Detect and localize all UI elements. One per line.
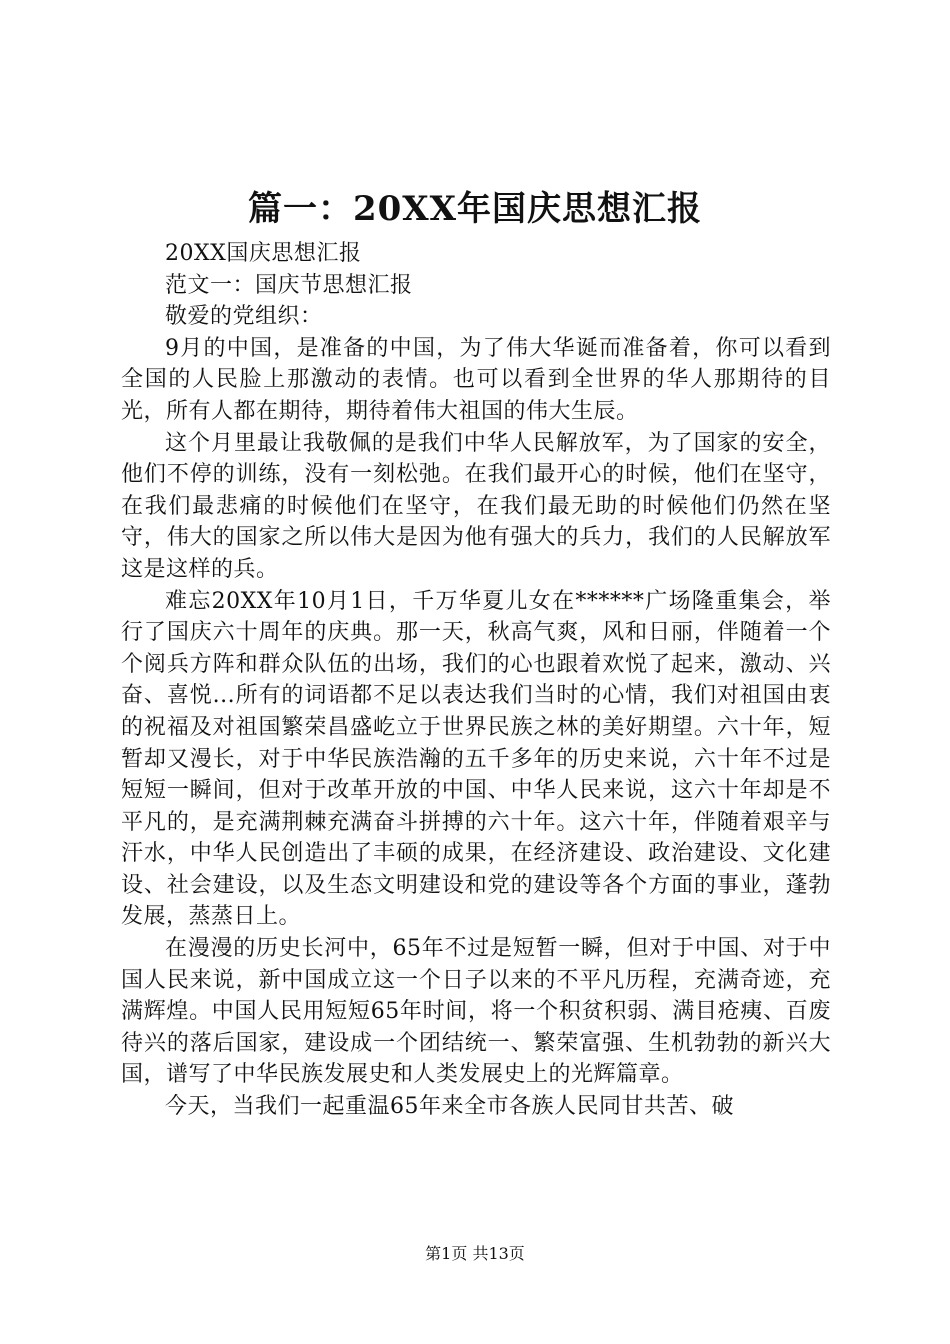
paragraph: 今天，当我们一起重温65年来全市各族人民同甘共苦、破	[165, 1094, 734, 1120]
paragraph-sample-heading: 范文一：国庆节思想汇报	[165, 272, 413, 298]
paragraph-subtitle: 20XX国庆思想汇报	[165, 241, 362, 266]
paragraph-salutation: 敬爱的党组织：	[165, 304, 323, 330]
paragraph: 在漫漫的历史长河中，65年不过是短暂一瞬，但对于中国、对于中国人民来说，新中国成立这一个日子以来的不平凡历程，充满奇迹，充满辉煌。中国人民用短短65年时间，将一个积贫积弱、满目疮痍、百废待兴的落后国家，建设成一个团结统一、繁荣富强、生机勃勃的新兴大国，谱写了中华民族发展史和人类发展史上的光辉篇章。	[121, 936, 831, 1088]
paragraph: 这个月里最让我敬佩的是我们中华人民解放军，为了国家的安全，他们不停的训练，没有一刻松弛。在我们最开心的时候，他们在坚守，在我们最悲痛的时候他们在坚守，在我们最无助的时候他们仍然在坚守，伟大的国家之所以伟大是因为他有强大的兵力，我们的人民解放军这是这样的兵。	[121, 430, 831, 582]
document-body	[121, 238, 831, 1123]
page-number-footer: 第1页 共13页	[425, 1244, 525, 1263]
document-title: 篇一：20XX年国庆思想汇报	[247, 189, 703, 229]
paragraph: 9月的中国，是准备的中国，为了伟大华诞而准备着，你可以看到全国的人民脸上那激动的表情。也可以看到全世界的华人那期待的目光，所有人都在期待，期待着伟大祖国的伟大生辰。	[121, 335, 831, 424]
paragraph: 难忘20XX年10月1日，千万华夏儿女在******广场隆重集会，举行了国庆六十周年的庆典。那一天，秋高气爽，风和日丽，伴随着一个个阅兵方阵和群众队伍的出场，我们的心也跟着欢悦了起来，激动、兴奋、喜悦...所有的词语都不足以表达我们当时的心情，我们对祖国由衷的祝福及对祖国繁荣昌盛屹立于世界民族之林的美好期望。六十年，短暂却又漫长，对于中华民族浩瀚的五千多年的历史来说，六十年不过是短短一瞬间，但对于改革开放的中国、中华人民来说，这六十年却是不平凡的，是充满荆棘充满奋斗拼搏的六十年。这六十年，伴随着艰辛与汗水，中华人民创造出了丰硕的成果，在经济建设、政治建设、文化建设、社会建设，以及生态文明建设和党的建设等各个方面的事业，蓬勃发展，蒸蒸日上。	[121, 588, 831, 930]
